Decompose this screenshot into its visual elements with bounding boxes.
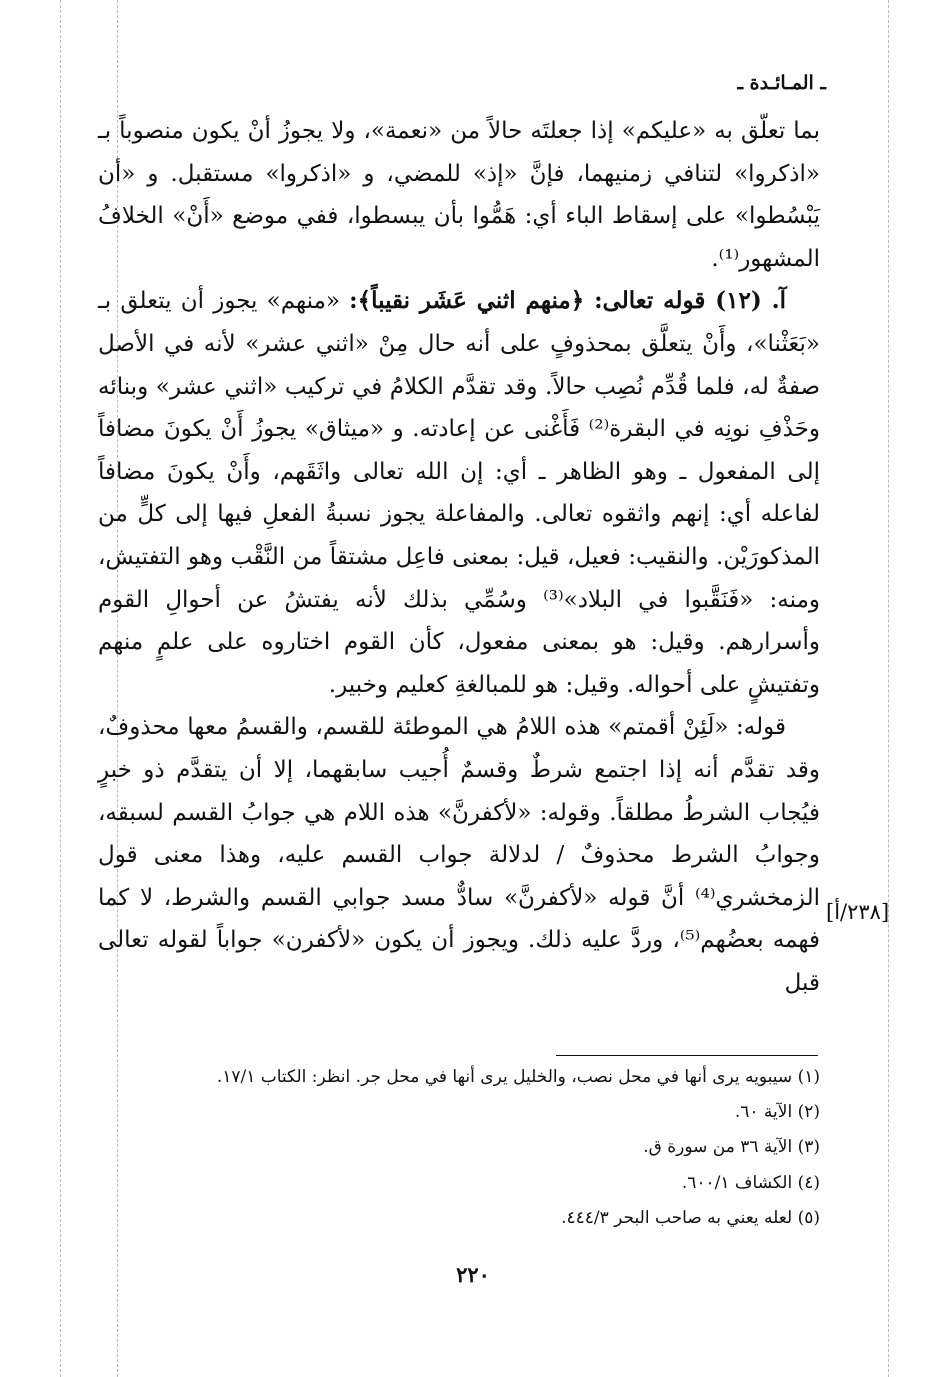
main-text	[98, 110, 820, 1004]
verse-heading: آ. (١٢) قوله تعالى: ﴿منهم اثني عَشَر نقيباً﴾:	[349, 287, 786, 315]
footnote: (١) سيبويه يرى أنها في محل نصب، والخليل يرى أنها في محل جر. انظر: الكتاب ١٧/١.	[216, 1067, 820, 1087]
paragraph-text: «منهم» يجوز أن يتعلق بـ «بَعَثْنا»، وأَنْ يتعلَّق بمحذوفٍ على أنه حال مِنْ «اثني عشر» لأنه في الأصل صفةٌ له، فلما قُدِّم نُصِب حالاً. وقد تقدَّم الكلامُ في تركيب «اثني عشر» وبنائه وحَذْفِ نونِه في البقرة⁽²⁾ فَأَغْنى عن إعادته. و «ميثاق» يجوزُ أَنْ يكونَ مضافاً إلى المفعول ـ وهو الظاهر ـ أي: إن الله تعالى واثَقَهم، وأَنْ يكونَ مضافاً لفاعله أي: إنهم واثقوه تعالى. والمفاعلة يجوز نسبةُ الفعلِ فيها إلى كلٍّ من المذكورَيْن. والنقيب: فعيل، قيل: بمعنى فاعِل مشتقاً من النَّقْب وهو التفتيش، ومنه: «فَنَقَّبوا في البلاد»⁽³⁾ وسُمِّي بذلك لأنه يفتشُ عن أحوالِ القوم وأسرارهم. وقيل: هو بمعنى مفعول، كأن القوم اختاروه على علمٍ منهم وتفتيشٍ على أحواله. وقيل: هو للمبالغةِ كعليم وخبير.	[98, 288, 821, 698]
manuscript-folio-reference: [٢٣٨/أ]	[826, 900, 890, 924]
footnote-separator	[556, 1055, 818, 1056]
paragraph: بما تعلّق به «عليكم» إذا جعلتَه حالاً من «نعمة»، ولا يجوزُ أنْ يكون منصوباً بـ «اذكروا» لتنافي زمنيهما، فإنَّ «إذ» للمضي، و «اذكروا» مستقبل. و «أن يَبْسُطوا» على إسقاط الباء أي: هَمُّوا بأن يبسطوا، ففي موضع «أَنْ» الخلافُ المشهور⁽¹⁾.	[98, 118, 820, 272]
footnote: (٥) لعله يعني به صاحب البحر ٤٤٤/٣.	[561, 1207, 820, 1228]
running-header: ـ المـائـدة ـ	[737, 72, 826, 94]
page-number: ٢٢٠	[456, 1262, 490, 1287]
footnotes	[120, 1060, 820, 1236]
footnote: (٢) الآية ٦٠.	[734, 1102, 820, 1123]
footnote: (٣) الآية ٣٦ من سورة ق.	[643, 1137, 820, 1158]
scan-guide-line	[60, 0, 61, 1377]
scan-guide-line	[888, 0, 889, 1377]
paragraph: قوله: «لَئِنْ أقمتم» هذه اللامُ هي الموطئة للقسم، والقسمُ معها محذوفٌ، وقد تقدَّم أنه إذا اجتمع شرطٌ وقسمٌ أُجيب سابقهما، إلا أن يتقدَّم ذو خبرٍ فيُجاب الشرطُ مطلقاً. وقوله: «لأكفرنَّ» هذه اللام هي جوابُ القسم لسبقه، وجوابُ الشرط محذوفٌ / لدلالة جواب القسم عليه، وهذا معنى قول الزمخشري⁽⁴⁾ أنَّ قوله «لأكفرنَّ» سادٌّ مسد جوابي القسم والشرط، لا كما فهمه بعضُهم⁽⁵⁾، وردَّ عليه ذلك. ويجوز أن يكون «لأكفرن» جواباً لقوله تعالى قبل	[98, 714, 820, 996]
footnote: (٤) الكشاف ٦٠٠/١.	[681, 1172, 820, 1193]
paragraph	[98, 280, 820, 706]
